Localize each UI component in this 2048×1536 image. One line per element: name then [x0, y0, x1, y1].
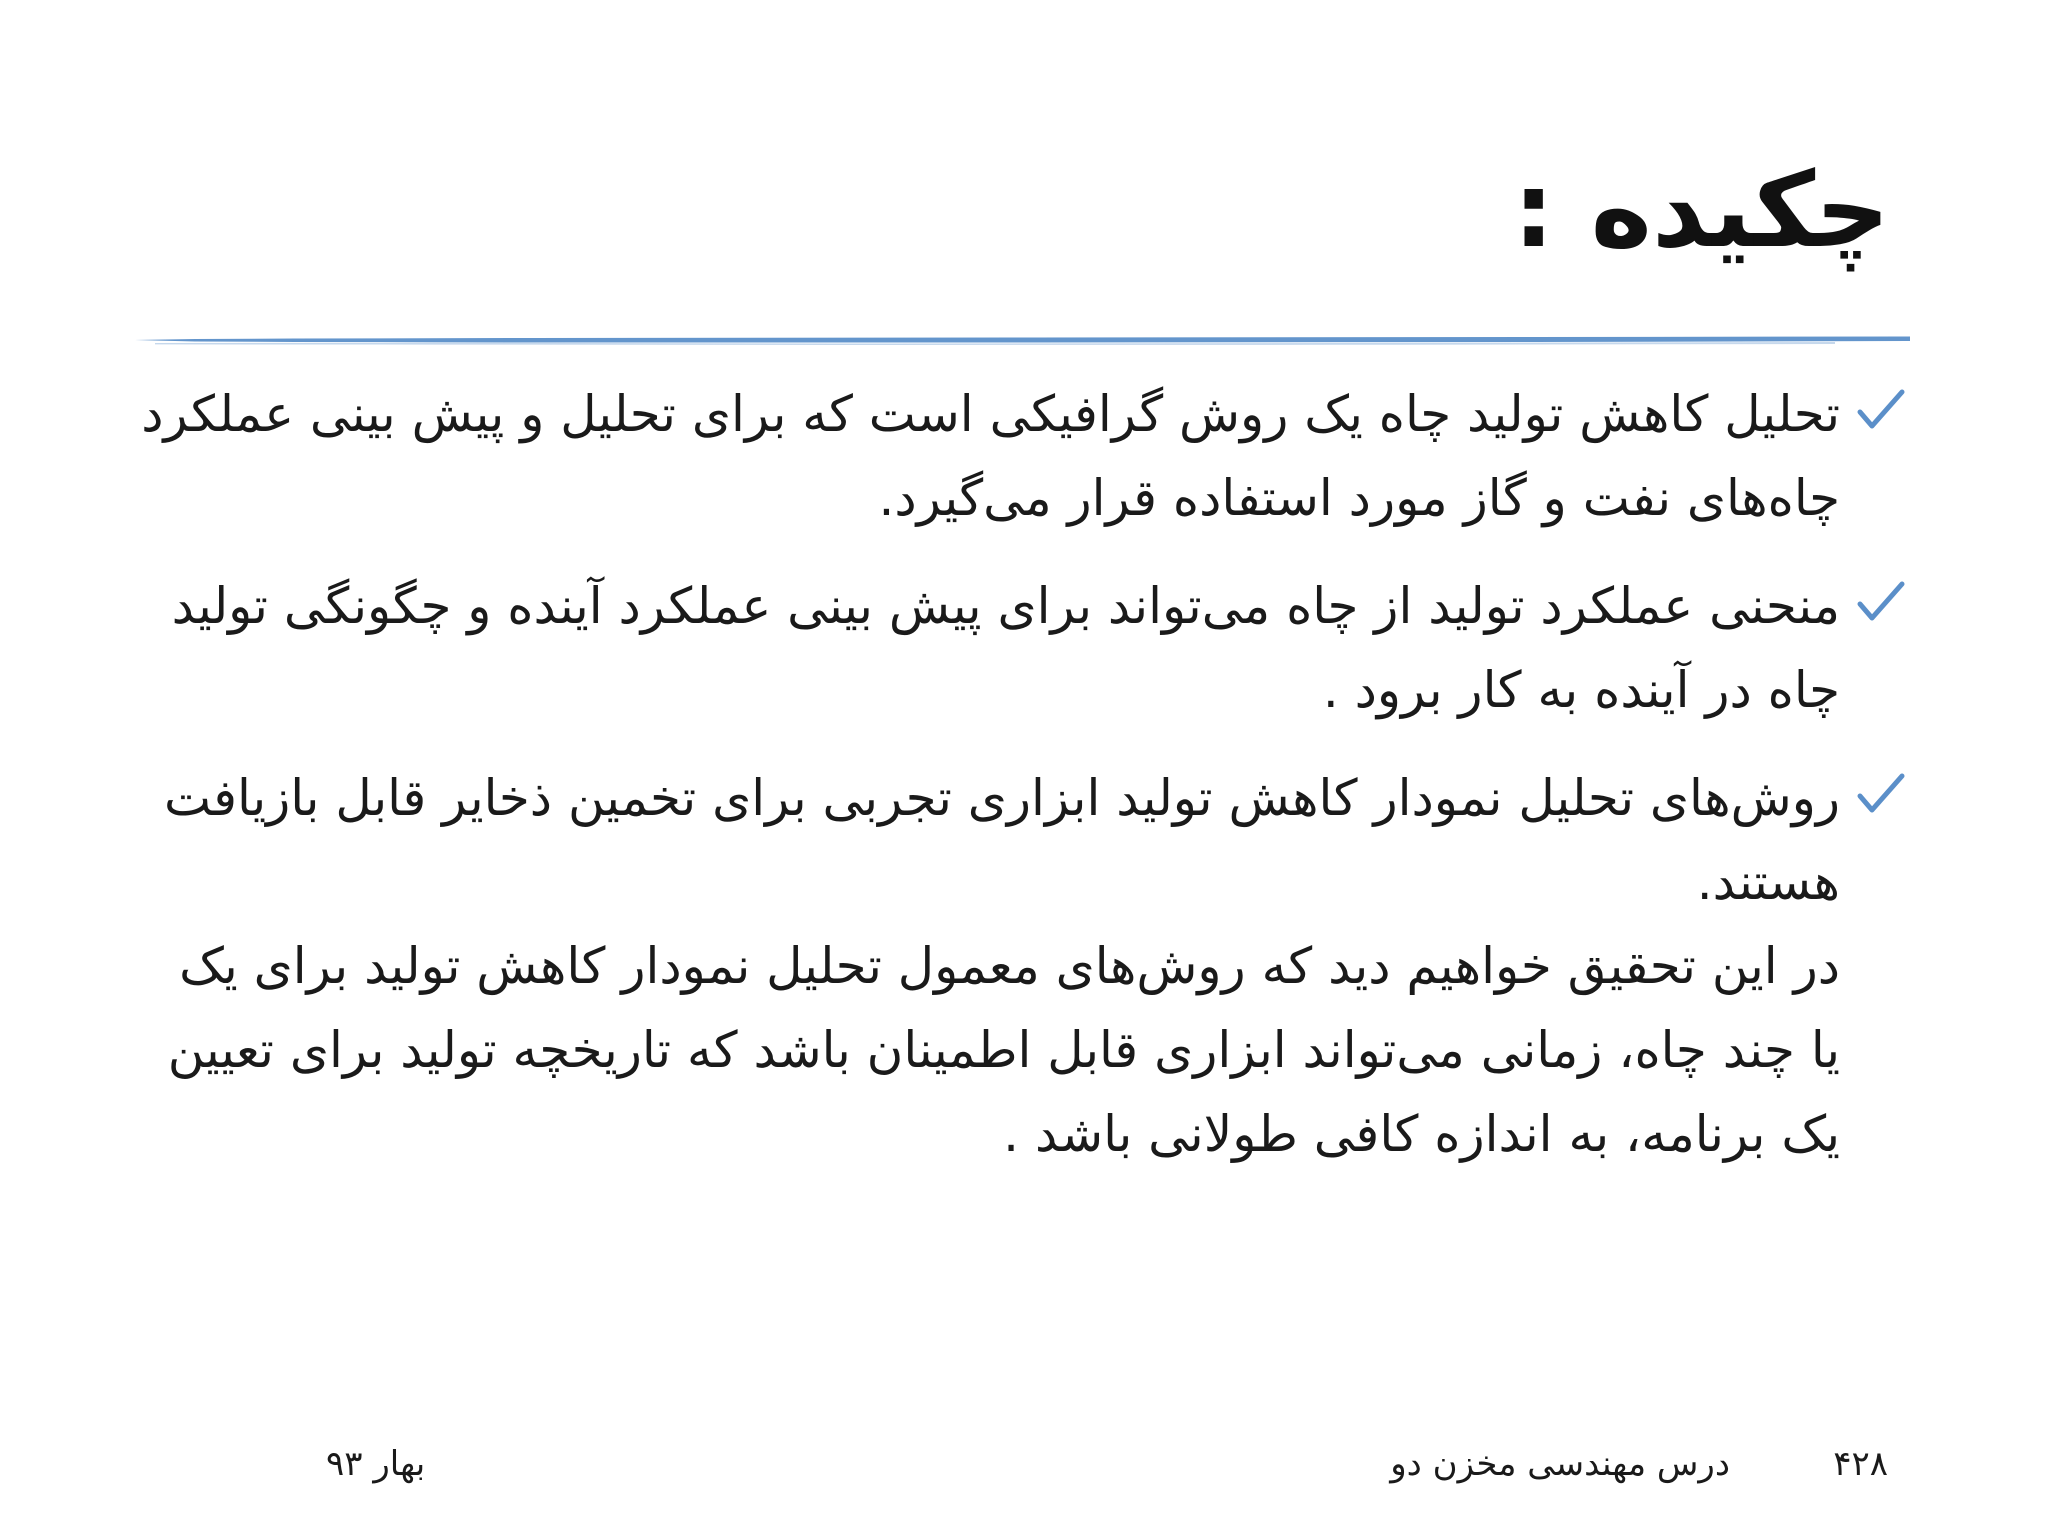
bullet-text: روش‌های تحلیل نمودار کاهش تولید ابزاری تجربی برای تخمین ذخایر قابل بازیافت هستند. [163, 769, 1840, 911]
slide-content [140, 372, 1840, 1200]
body-paragraph: در این تحقیق خواهیم دید که روش‌های معمول تحلیل نمودار کاهش تولید برای یک یا چند چاه، زمانی می‌تواند ابزاری قابل اطمینان باشد که تاریخچه تولید برای تعیین یک برنامه، به اندازه کافی طولانی باشد . [167, 937, 1840, 1163]
bullet-text: منحنی عملکرد تولید از چاه می‌تواند برای پیش بینی عملکرد آینده و چگونگی تولید چاه در آینده به کار برود . [171, 577, 1840, 719]
checkmark-icon [1856, 388, 1906, 434]
bullet-item [140, 372, 1840, 540]
title-divider [135, 332, 1910, 346]
checkmark-icon [1856, 772, 1906, 818]
bullet-item [140, 564, 1840, 732]
footer-course-title: درس مهندسی مخزن دو [1390, 1444, 1730, 1484]
checkmark-icon [1856, 580, 1906, 626]
slide-title: چکیده : [1512, 149, 1890, 271]
footer-term: بهار ۹۳ [326, 1444, 426, 1484]
bullet-text: تحلیل کاهش تولید چاه یک روش گرافیکی است که برای تحلیل و پیش بینی عملکرد چاه‌های نفت و گاز مورد استفاده قرار می‌گیرد. [141, 385, 1840, 527]
page-number: ۴۲۸ [1833, 1444, 1888, 1484]
bullet-item [140, 756, 1840, 1176]
